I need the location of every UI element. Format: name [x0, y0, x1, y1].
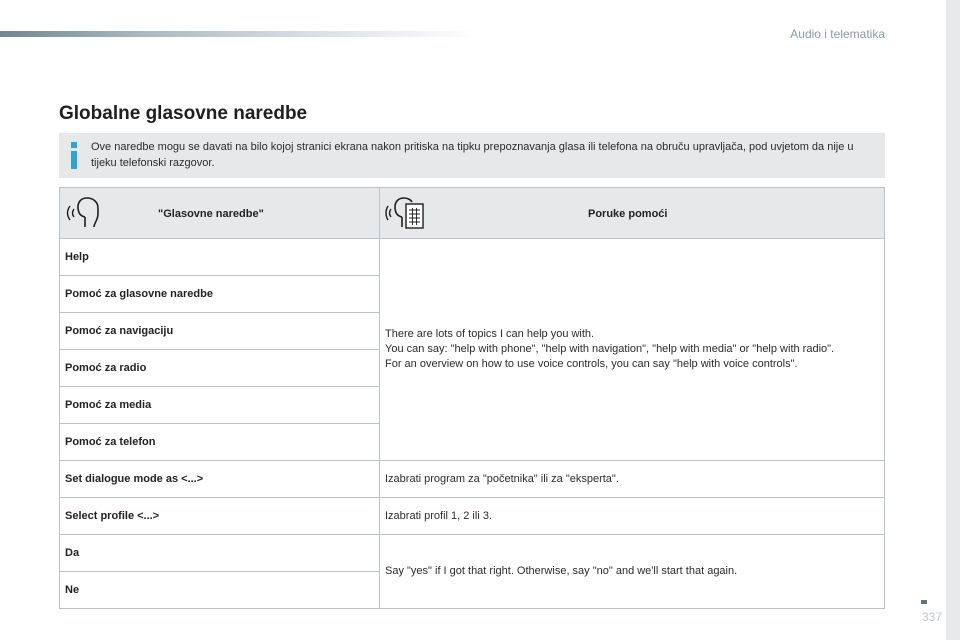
response-cell: Izabrati program za "početnika" ili za "eksperta". — [380, 461, 885, 498]
page-number: 337 — [921, 610, 942, 624]
table-row — [60, 535, 885, 572]
col-header-commands-label: "Glasovne naredbe" — [158, 208, 264, 220]
table-header-row — [60, 188, 885, 239]
header-gradient-bar — [0, 31, 480, 37]
command-cell: Pomoć za radio — [60, 350, 380, 387]
help-response-line: There are lots of topics I can help you with. — [385, 328, 595, 340]
command-cell: Pomoć za telefon — [60, 424, 380, 461]
section-title: Audio i telematika — [790, 27, 885, 41]
help-message-icon — [385, 196, 425, 230]
command-cell: Ne — [60, 572, 380, 609]
command-cell: Help — [60, 239, 380, 276]
response-cell: Say "yes" if I got that right. Otherwise, say "no" and we'll start that again. — [380, 535, 885, 609]
col-header-commands — [60, 188, 380, 239]
page-marker — [921, 600, 927, 604]
voice-commands-table — [59, 187, 885, 609]
col-header-help-label: Poruke pomoći — [588, 208, 668, 220]
help-response-line: You can say: "help with phone", "help with navigation", "help with media" or "help with radio". — [385, 343, 835, 355]
info-text: Ove naredbe mogu se davati na bilo kojoj stranici ekrana nakon pritiska na tipku prepoznavanja glasa ili telefona na obruču upravljača, pod uvjetom da nije u tijeku telefonski razgovor. — [91, 141, 854, 169]
command-cell: Pomoć za media — [60, 387, 380, 424]
command-cell: Pomoć za glasovne naredbe — [60, 276, 380, 313]
table-row — [60, 498, 885, 535]
col-header-help — [380, 188, 885, 239]
page-edge-strip — [946, 0, 960, 640]
voice-command-icon — [64, 196, 104, 230]
command-cell: Pomoć za navigaciju — [60, 313, 380, 350]
help-response-line: For an overview on how to use voice controls, you can say "help with voice controls". — [385, 358, 798, 370]
command-cell: Set dialogue mode as <...> — [60, 461, 380, 498]
command-cell: Da — [60, 535, 380, 572]
response-cell: Izabrati profil 1, 2 ili 3. — [380, 498, 885, 535]
table-row — [60, 239, 885, 276]
info-icon — [70, 142, 78, 169]
help-response-cell — [380, 239, 885, 461]
info-box — [59, 133, 885, 178]
table-row — [60, 461, 885, 498]
command-cell: Select profile <...> — [60, 498, 380, 535]
page-title: Globalne glasovne naredbe — [59, 103, 308, 124]
